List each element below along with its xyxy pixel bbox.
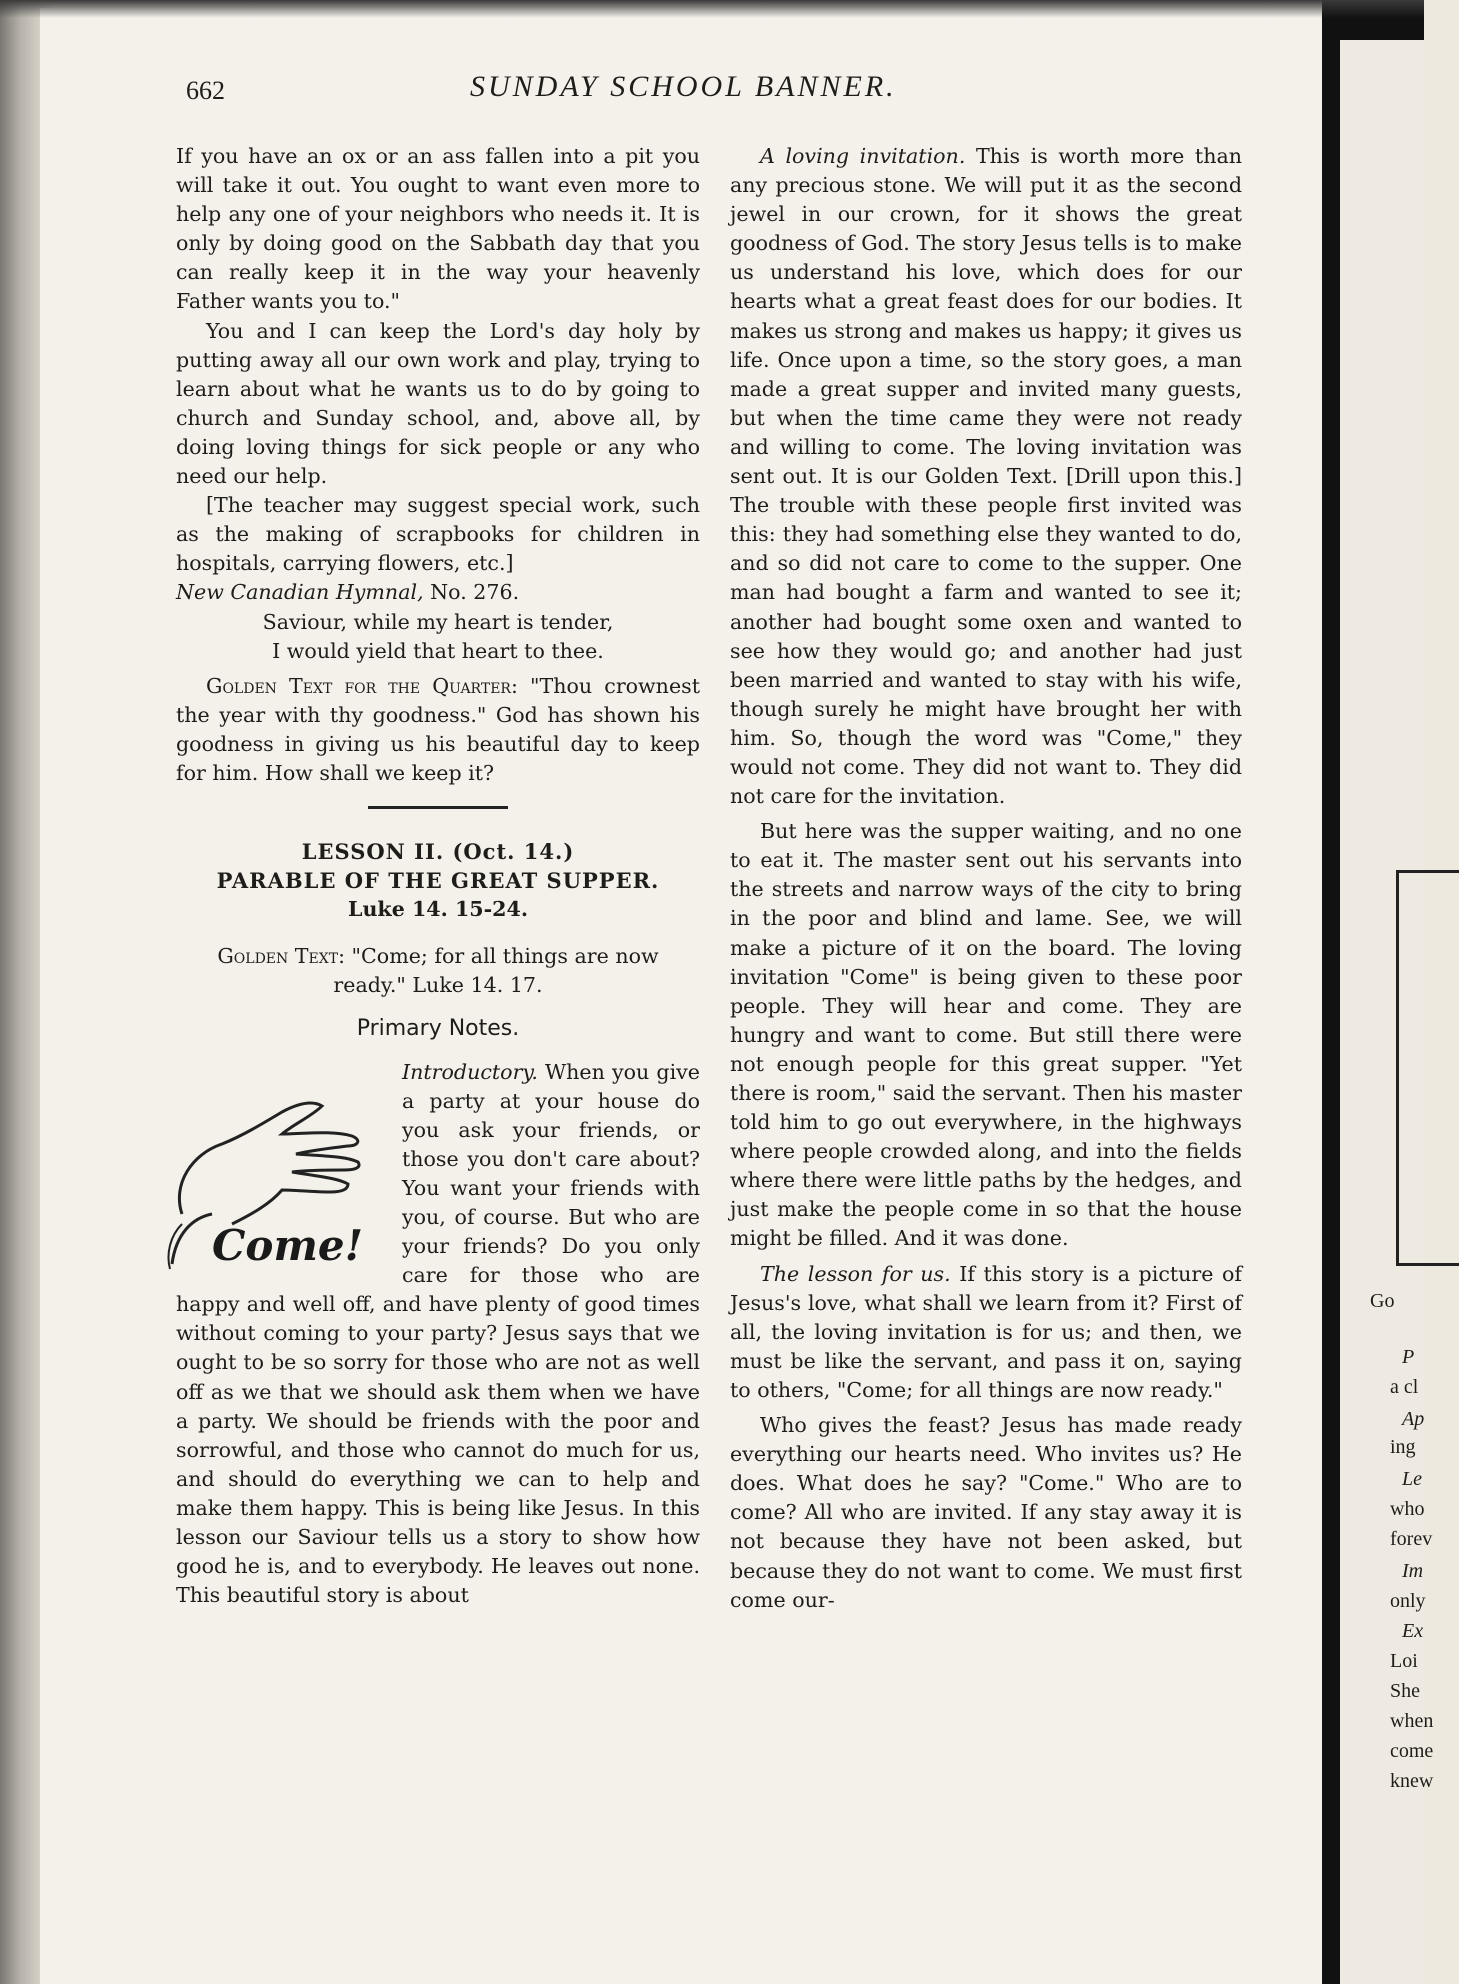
hymn-reference — [176, 578, 700, 607]
next-page-fragment: come — [1390, 1740, 1434, 1762]
quarter-label: Golden Text for the Quarter: — [206, 673, 518, 698]
paragraph — [730, 1260, 1242, 1405]
paragraph — [730, 142, 1242, 811]
figure-caption: Come! — [212, 1220, 364, 1270]
paragraph: But here was the supper waiting, and no one to eat it. The master sent out his servants into the streets and narrow ways of the city to bring in the poor and blind and lame. See, we will make a picture of it on the board. The loving invitation "Come" is being given to these poor people. They will hear and come. They are hungry and want to come. But still there were not enough people for this great supper. "Yet there is room," said the servant. Then his master told him to go out everywhere, in the highways where people crowded along, and into the fields where there were little paths by the hedges, and just make the people come in so that the house might be filled. And it was done. — [730, 819, 1242, 1251]
primary-notes-heading: Primary Notes. — [356, 1016, 520, 1042]
lesson-title: PARABLE OF THE GREAT SUPPER. — [216, 868, 660, 894]
running-head: SUNDAY SCHOOL BANNER. — [470, 70, 897, 103]
golden-text — [176, 942, 700, 1000]
quarter-golden-text — [176, 672, 700, 788]
next-page-fragment: P — [1402, 1346, 1415, 1368]
hymn-line: I would yield that heart to thee. — [272, 638, 604, 663]
next-page-fragment: only — [1390, 1590, 1426, 1612]
introductory-text: When you give a party at your house do you ask your friends, or those you don't care about? You want your friends with you, of course. But who are your friends? Do you only care for those who are happy and well off, and have plenty of good times without coming to your party? Jesus says that we ought to be so sorry for those who are not as well off as we that we should ask them when we have a party. We should be friends with the poor and sorrowful, and those who cannot do much for us, and should do everything we can to help and make them happy. This is being like Jesus. In this lesson our Saviour tells us a story to show how good he is, and to everybody. He leaves out none. This beautiful story is about — [176, 1059, 700, 1608]
page-number: 662 — [186, 76, 225, 105]
next-page-fragment: when — [1390, 1710, 1434, 1732]
next-page-fragment: Loi — [1390, 1650, 1418, 1672]
next-page-fragment: Im — [1402, 1560, 1424, 1582]
next-page-fragment: a cl — [1390, 1376, 1419, 1398]
hymnal-name: New Canadian Hymnal, — [176, 580, 424, 605]
hand-illustration — [162, 1064, 392, 1284]
pointing-hand-icon — [162, 1064, 392, 1284]
hymn-number: No. 276. — [423, 580, 520, 605]
introductory-label: Introductory. — [402, 1059, 538, 1084]
hymn-line: Saviour, while my heart is tender, — [262, 609, 614, 634]
paragraph: You and I can keep the Lord's day holy by putting away all our own work and play, trying to learn about what he wants us to do by going to church and Sunday school, and, above all, by doing loving things for sick people or any who need our help. — [176, 318, 700, 489]
scripture-reference: Luke 14. 15-24. — [347, 897, 529, 922]
next-page-box — [1396, 870, 1459, 1266]
paragraph: If you have an ox or an ass fallen into a pit you will take it out. You ought to want even more to help any one of your neighbors who needs it. It is only by doing good on the Sabbath day that you can really keep it in the way your heavenly Father wants you to." — [176, 144, 700, 314]
quarter-text: "Thou crownest the year with thy goodness." God has shown his goodness in giving us his beautiful day to keep for him. How shall we keep it? — [176, 673, 700, 785]
next-page-fragment: Go — [1370, 1290, 1395, 1312]
next-page-fragment: ing — [1390, 1436, 1416, 1458]
teacher-note: [The teacher may suggest special work, such as the making of scrapbooks for children in hospitals, carrying flowers, etc.] — [176, 493, 700, 576]
lesson-for-us-label: The lesson for us. — [760, 1261, 951, 1286]
lesson-for-us-text: If this story is a picture of Jesus's love, what shall we learn from it? First of all, the loving invitation is for us; and then, we must be like the servant, and pass it on, saying to others, "Come; for all things are now ready." — [730, 1261, 1242, 1402]
next-page-fragment: Ap — [1402, 1408, 1425, 1430]
next-page-edge — [1340, 40, 1434, 1984]
right-column — [730, 142, 1242, 1615]
next-page-fragment: Ex — [1402, 1620, 1424, 1642]
next-page-fragment: She — [1390, 1680, 1420, 1702]
golden-text-label: Golden Text: — [217, 944, 346, 969]
next-page-fragment: knew — [1390, 1770, 1434, 1792]
next-page-fragment: Le — [1402, 1468, 1422, 1490]
section-divider — [368, 806, 508, 809]
next-page-fragment: forev — [1390, 1528, 1433, 1550]
invitation-text: This is worth more than any precious stone. We will put it as the second jewel in our crown, for it shows the great goodness of God. The story Jesus tells is to make us understand his love, which does for our hearts what a great feast does for our bodies. It makes us strong and makes us happy; it gives us life. Once upon a time, so the story goes, a man made a great supper and invited many guests, but when the time came they were not ready and willing to come. The loving invitation was sent out. It is our Golden Text. [Drill upon this.] The trouble with these people first invited was this: they had something else they wanted to do, and so did not care to come to the supper. One man had bought a farm and wanted to see it; another had bought some oxen and wanted to see how they would go; and another had just been married and wanted to stay with his wife, though surely he might have brought her with him. So, though the word was "Come," they would not come. They did not want to. They did not care for the invitation. — [730, 144, 1242, 809]
paragraph: Who gives the feast? Jesus has made ready everything our hearts need. Who invites us? He does. What does he say? "Come." Who are to come? All who are invited. If any stay away it is not because they have not been asked, but because they do not want to come. We must first come our- — [730, 1413, 1242, 1612]
next-page-fragment: who — [1390, 1498, 1425, 1520]
lesson-heading: LESSON II. (Oct. 14.) — [301, 839, 575, 865]
left-column — [176, 142, 700, 1610]
golden-text-body: "Come; for all things are now ready." Luke 14. 17. — [333, 944, 659, 998]
scan-shadow — [0, 0, 1424, 18]
invitation-label: A loving invitation. — [760, 144, 966, 168]
